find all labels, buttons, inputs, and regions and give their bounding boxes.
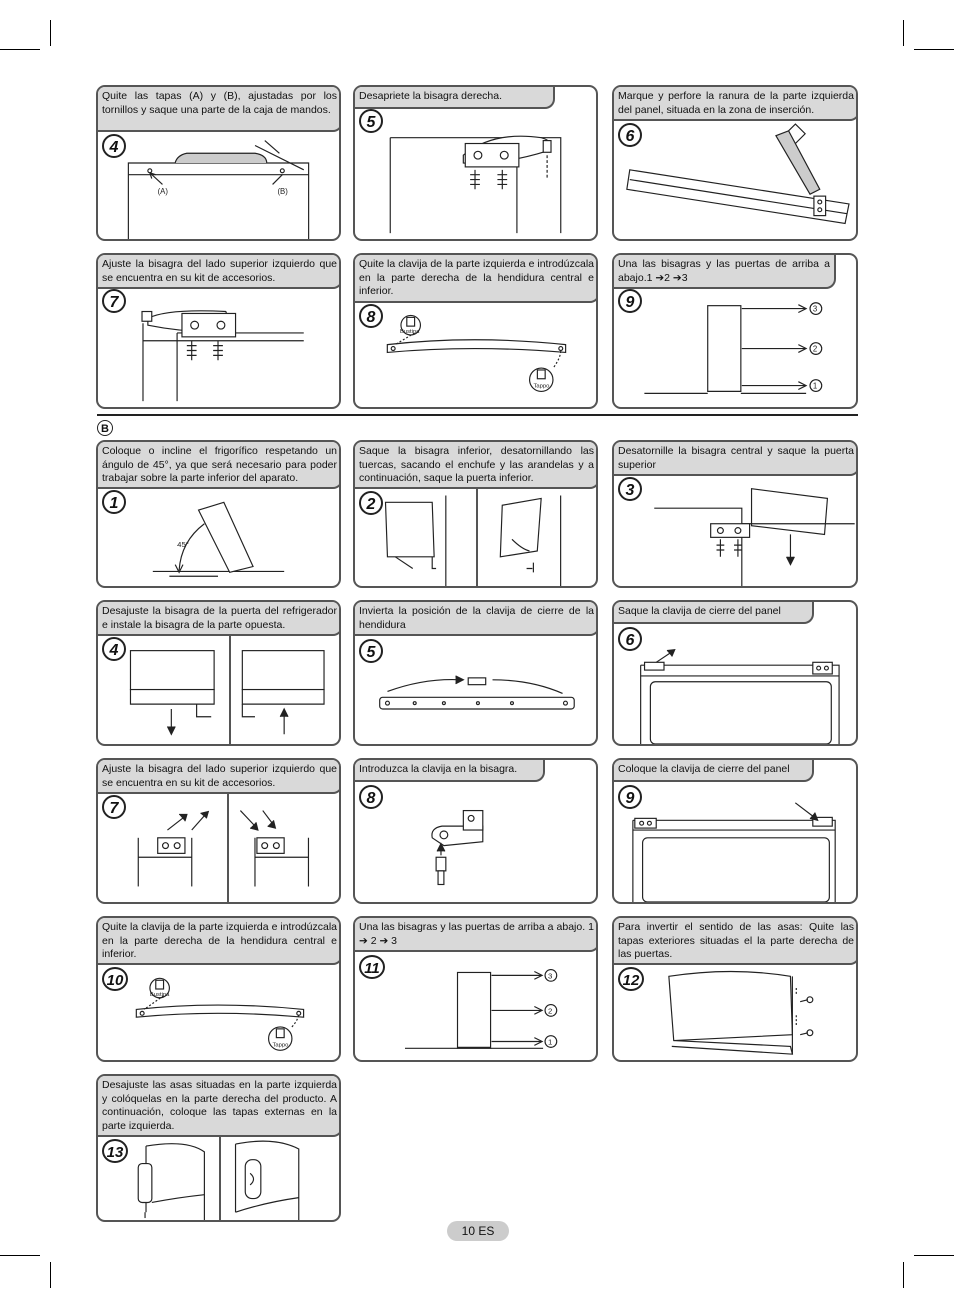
step-b6-caption: Saque la clavija de cierre del panel [614, 602, 814, 624]
label-bustina: Bustina [149, 991, 170, 998]
step-b4-number: 4 [102, 637, 126, 661]
step-b3-caption: Desatornille la bisagra central y saque la puerta superior [614, 442, 858, 476]
step-b5-caption: Invierta la posición de la clavija de cierre de la hendidura [355, 602, 598, 636]
step-b13-panel [96, 1074, 341, 1222]
pos-3: 3 [547, 971, 553, 981]
step-a7-number: 7 [102, 289, 126, 313]
crop-mark [50, 20, 51, 46]
pos-2: 2 [547, 1006, 553, 1016]
step-b12-number: 12 [618, 967, 644, 991]
step-b1-caption: Coloque o incline el frigorífico respetando un ángulo de 45°, ya que será necesario para poder trabajar sobre la parte inferior del aparato. [98, 442, 341, 489]
step-b8-caption: Introduzca la clavija en la bisagra. [355, 760, 545, 782]
crop-mark [903, 20, 904, 46]
step-b7-panel [96, 758, 341, 904]
step-b5-panel [353, 600, 598, 746]
step-a5-caption: Desapriete la bisagra derecha. [355, 87, 555, 109]
step-a4-panel [96, 85, 341, 241]
section-b-label: B [97, 420, 113, 436]
step-a6-panel [612, 85, 858, 241]
label-angle: 45° [177, 540, 189, 550]
step-a9-caption: Una las bisagras y las puertas de arriba a abajo.1 ➔2 ➔3 [614, 255, 836, 289]
step-b10-number: 10 [102, 967, 128, 991]
step-a8-number: 8 [359, 304, 383, 328]
step-b2-number: 2 [359, 491, 383, 515]
step-a8-caption: Quite la clavija de la parte izquierda e introdúzcala en la parte derecha de la hendidura central e inferior. [355, 255, 598, 303]
crop-mark [914, 49, 954, 50]
step-b5-number: 5 [359, 639, 383, 663]
step-b1-panel [96, 440, 341, 588]
pos-1: 1 [812, 381, 818, 391]
step-b8-number: 8 [359, 785, 383, 809]
step-b9-caption: Coloque la clavija de cierre del panel [614, 760, 814, 782]
step-b13-number: 13 [102, 1139, 128, 1163]
step-a7-panel [96, 253, 341, 409]
label-cap-a: (A) [157, 187, 168, 197]
step-a6-number: 6 [618, 123, 642, 147]
label-cap-b: (B) [277, 187, 288, 197]
pos-3: 3 [812, 304, 818, 314]
step-b9-number: 9 [618, 785, 642, 809]
page-number: 10 ES [447, 1221, 509, 1241]
label-bustina: Bustina [399, 328, 420, 335]
step-b13-caption: Desajuste las asas situadas en la parte izquierda y colóquelas en la parte derecha del producto. A continuación, coloque las tapas externas en la parte izquierda. [98, 1076, 341, 1137]
pos-1: 1 [547, 1037, 553, 1047]
step-a5-number: 5 [359, 109, 383, 133]
crop-mark [914, 1255, 954, 1256]
step-b11-caption: Una las bisagras y las puertas de arriba a abajo. 1 ➔ 2 ➔ 3 [355, 918, 598, 952]
crop-mark [50, 1262, 51, 1288]
step-b10-panel [96, 916, 341, 1062]
step-b3-panel [612, 440, 858, 588]
step-b7-caption: Ajuste la bisagra del lado superior izquierdo que se encuentra en su kit de accesorios. [98, 760, 341, 794]
step-b8-panel [353, 758, 598, 904]
label-tappo: Tappo [272, 1042, 289, 1049]
step-a6-caption: Marque y perfore la ranura de la parte izquierda del panel, situada en la zona de inserción. [614, 87, 858, 121]
step-a7-caption: Ajuste la bisagra del lado superior izquierdo que se encuentra en su kit de accesorios. [98, 255, 341, 289]
step-a5-panel [353, 85, 598, 241]
step-b4-caption: Desajuste la bisagra de la puerta del refrigerador e instale la bisagra de la parte opuesta. [98, 602, 341, 636]
step-b7-number: 7 [102, 795, 126, 819]
step-a4-number: 4 [102, 134, 126, 158]
step-b6-panel [612, 600, 858, 746]
step-b12-caption: Para invertir el sentido de las asas: Quite las tapas exteriores situadas el la parte derecha de las puertas. [614, 918, 858, 965]
step-b4-panel [96, 600, 341, 746]
step-b11-panel [353, 916, 598, 1062]
crop-mark [0, 49, 40, 50]
section-divider [97, 414, 858, 416]
step-b3-number: 3 [618, 477, 642, 501]
step-a8-panel [353, 253, 598, 409]
step-b1-number: 1 [102, 490, 126, 514]
step-b10-caption: Quite la clavija de la parte izquierda e introdúzcala en la parte derecha de la hendidura central e inferior. [98, 918, 341, 965]
step-b2-panel [353, 440, 598, 588]
pos-2: 2 [812, 344, 818, 354]
step-b2-caption: Saque la bisagra inferior, desatornillando las tuercas, sacando el enchufe y las arandelas y a continuación, saque la puerta inferior. [355, 442, 598, 489]
crop-mark [903, 1262, 904, 1288]
step-a5-illustration [355, 87, 596, 239]
step-b12-panel [612, 916, 858, 1062]
step-b6-number: 6 [618, 627, 642, 651]
step-b11-number: 11 [359, 955, 385, 979]
crop-mark [0, 1255, 40, 1256]
label-tappo: Tappo [533, 383, 550, 390]
step-b9-panel [612, 758, 858, 904]
step-a9-number: 9 [618, 289, 642, 313]
step-a9-panel [612, 253, 858, 409]
step-a4-caption: Quite las tapas (A) y (B), ajustadas por los tornillos y saque una parte de la caja de mandos. [98, 87, 341, 132]
